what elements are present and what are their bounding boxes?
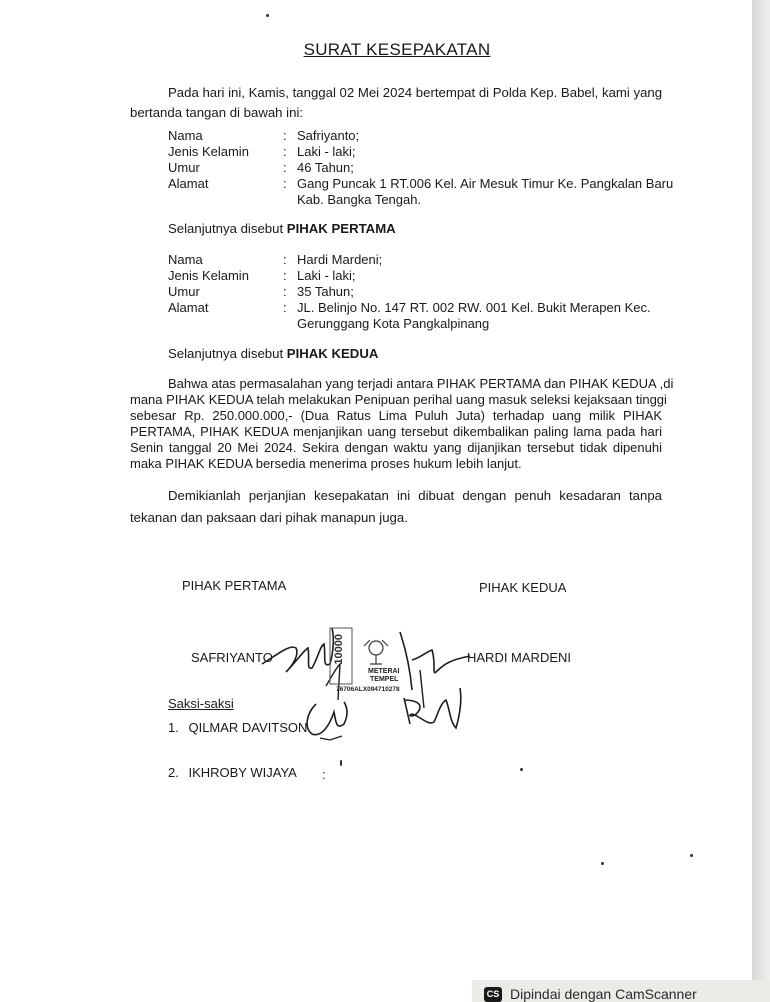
stamp-value: 10000 xyxy=(333,634,345,665)
stamp-line2: TEMPEL xyxy=(370,676,399,683)
party2-alamat-line2: Gerunggang Kota Pangkalpinang xyxy=(297,316,490,331)
party2-colon: : xyxy=(283,252,287,267)
party2-alamat-line1: JL. Belinjo No. 147 RT. 002 RW. 001 Kel. Bukit Merapen Kec. xyxy=(297,300,651,315)
party2-colon: : xyxy=(283,284,287,299)
designation-2 xyxy=(168,345,378,363)
party2-colon: : xyxy=(283,268,287,283)
scan-speck xyxy=(690,854,693,857)
party1-alamat-label: Alamat xyxy=(168,176,209,191)
body-line: mana PIHAK KEDUA telah melakukan Penipuan perihal uang masuk seleksi kejaksaan tinggi xyxy=(130,392,667,407)
party1-alamat-line1: Gang Puncak 1 RT.006 Kel. Air Mesuk Timur Ke. Pangkalan Baru xyxy=(297,176,674,191)
body-line: PERTAMA, PIHAK KEDUA menjanjikan uang tersebut dikembalikan paling lama pada hari xyxy=(130,424,662,439)
witness-name: IKHROBY WIJAYA xyxy=(188,765,297,780)
scan-speck xyxy=(266,14,269,17)
stamp-line1: METERAI xyxy=(368,668,400,675)
party1-alamat-line2: Kab. Bangka Tengah. xyxy=(297,192,422,207)
designation-1 xyxy=(168,220,396,238)
witness-item-2 xyxy=(168,765,297,780)
party1-jk-label: Jenis Kelamin xyxy=(168,144,249,159)
party2-alamat-label: Alamat xyxy=(168,300,209,315)
scan-speck xyxy=(340,760,342,766)
witness-name: QILMAR DAVITSON xyxy=(188,720,308,735)
sig-heading-right: PIHAK KEDUA xyxy=(479,580,567,595)
designation-2-prefix: Selanjutnya disebut xyxy=(168,346,284,361)
body-line: sebesar Rp. 250.000.000,- (Dua Ratus Lima Puluh Juta) terhadap uang milik PIHAK xyxy=(130,408,662,423)
closing-line-2: tekanan dan paksaan dari pihak manapun juga. xyxy=(130,510,408,525)
camscanner-badge xyxy=(472,980,770,1002)
sig-name-right: HARDI MARDENI xyxy=(467,650,572,665)
party2-umur: 35 Tahun; xyxy=(297,284,354,299)
sig-heading-left: PIHAK PERTAMA xyxy=(182,578,287,593)
designation-1-name: PIHAK PERTAMA xyxy=(286,221,396,236)
party1-umur: 46 Tahun; xyxy=(297,160,354,175)
scan-speck xyxy=(601,862,604,865)
party2-umur-label: Umur xyxy=(168,284,200,299)
scan-speck xyxy=(520,768,523,771)
body-line: Senin tanggal 20 Mei 2024. Sekira dengan waktu yang dijanjikan tersebut tidak dipenuhi xyxy=(130,440,662,455)
camscanner-icon: CS xyxy=(484,987,502,1002)
party2-jk-label: Jenis Kelamin xyxy=(168,268,249,283)
closing-line-1: Demikianlah perjanjian kesepakatan ini dibuat dengan penuh kesadaran tanpa xyxy=(168,488,662,503)
party2-colon: : xyxy=(283,300,287,315)
party1-jk: Laki - laki; xyxy=(297,144,356,159)
stamp-code: 76706ALX094710278 xyxy=(336,686,400,693)
party1-colon: : xyxy=(283,144,287,159)
party1-colon: : xyxy=(283,160,287,175)
intro-line-2: bertanda tangan di bawah ini: xyxy=(130,105,304,120)
party1-colon: : xyxy=(283,128,287,143)
witness-item-1 xyxy=(168,720,307,735)
body-line: Bahwa atas permasalahan yang terjadi antara PIHAK PERTAMA dan PIHAK KEDUA ,di xyxy=(168,376,674,391)
designation-1-prefix: Selanjutnya disebut xyxy=(168,221,284,236)
party2-nama-label: Nama xyxy=(168,252,203,267)
witnesses-heading: Saksi-saksi xyxy=(168,696,234,711)
party2-jk: Laki - laki; xyxy=(297,268,356,283)
camscanner-text: Dipindai dengan CamScanner xyxy=(510,986,697,1002)
party2-nama: Hardi Mardeni; xyxy=(297,252,383,267)
body-line: maka PIHAK KEDUA bersedia menerima proses hukum lebih lanjut. xyxy=(130,456,522,471)
sig-name-left: SAFRIYANTO xyxy=(191,650,273,665)
witness-num: 2. xyxy=(168,765,179,780)
witness-2-colon: : xyxy=(322,767,326,782)
witness-num: 1. xyxy=(168,720,179,735)
page-edge xyxy=(752,0,770,1002)
party1-colon: : xyxy=(283,176,287,191)
party1-umur-label: Umur xyxy=(168,160,200,175)
party1-nama: Safriyanto; xyxy=(297,128,360,143)
document-title: SURAT KESEPAKATAN xyxy=(303,40,491,59)
party1-nama-label: Nama xyxy=(168,128,203,143)
designation-2-name: PIHAK KEDUA xyxy=(286,346,379,361)
intro-line-1: Pada hari ini, Kamis, tanggal 02 Mei 2024 bertempat di Polda Kep. Babel, kami yang xyxy=(168,85,663,100)
